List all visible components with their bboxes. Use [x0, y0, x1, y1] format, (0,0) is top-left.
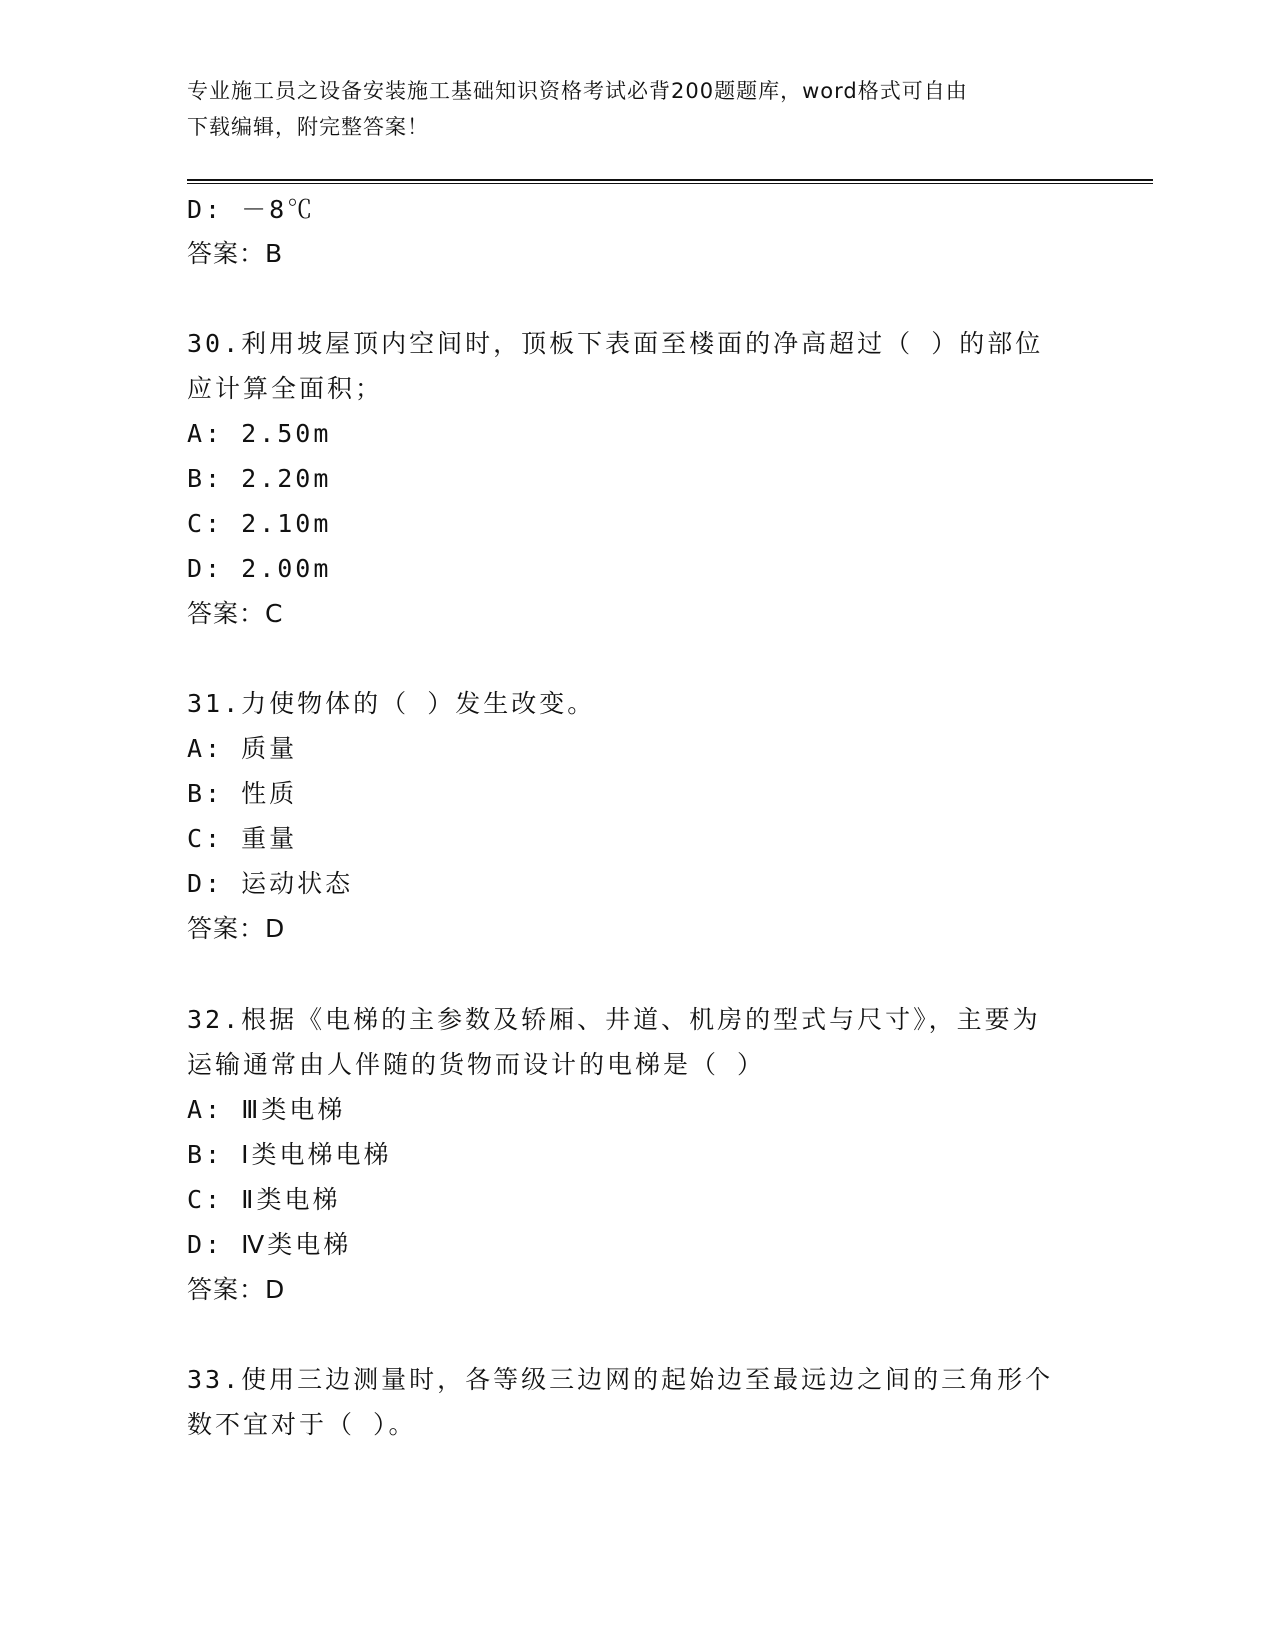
prev-answer: 答案：B [187, 239, 284, 268]
header-line-1: 专业施工员之设备安装施工基础知识资格考试必背200题题库，word格式可自由 [187, 79, 968, 103]
q30-option-b: B: 2.20m [187, 464, 332, 493]
q32-option-c: C: Ⅱ类电梯 [187, 1185, 341, 1214]
q30-answer: 答案：C [187, 599, 284, 628]
header-divider [187, 179, 1153, 184]
q30-option-c: C: 2.10m [187, 509, 332, 538]
q32-option-a: A: Ⅲ类电梯 [187, 1095, 346, 1124]
q32-option-d: D: Ⅳ类电梯 [187, 1230, 352, 1259]
q31-option-a: A: 质量 [187, 734, 298, 763]
q31-answer: 答案：D [187, 914, 286, 943]
q31-option-b: B: 性质 [187, 779, 298, 808]
q32-stem-line-1: 32.根据《电梯的主参数及轿厢、井道、机房的型式与尺寸》，主要为 [187, 1005, 1041, 1034]
q30-stem-line-1: 30.利用坡屋顶内空间时，顶板下表面至楼面的净高超过（ ）的部位 [187, 329, 1044, 358]
q32-option-b: B: Ⅰ类电梯电梯 [187, 1140, 392, 1169]
page-header [187, 73, 1067, 145]
q30-stem-line-2: 应计算全面积； [187, 374, 384, 403]
header-line-2: 下载编辑，附完整答案！ [187, 115, 429, 139]
q31-stem-line-1: 31.力使物体的（ ）发生改变。 [187, 689, 596, 718]
q32-answer: 答案：D [187, 1275, 286, 1304]
q30-option-d: D: 2.00m [187, 554, 332, 583]
q31-option-d: D: 运动状态 [187, 869, 354, 898]
q30-option-a: A: 2.50m [187, 419, 332, 448]
q32-stem-line-2: 运输通常由人伴随的货物而设计的电梯是（ ） [187, 1050, 766, 1079]
q33-stem-line-1: 33.使用三边测量时，各等级三边网的起始边至最远边之间的三角形个 [187, 1365, 1054, 1394]
q33-stem-line-2: 数不宜对于（ ）。 [187, 1410, 417, 1439]
q31-option-c: C: 重量 [187, 824, 298, 853]
prev-option-d: D: －8℃ [187, 195, 316, 224]
